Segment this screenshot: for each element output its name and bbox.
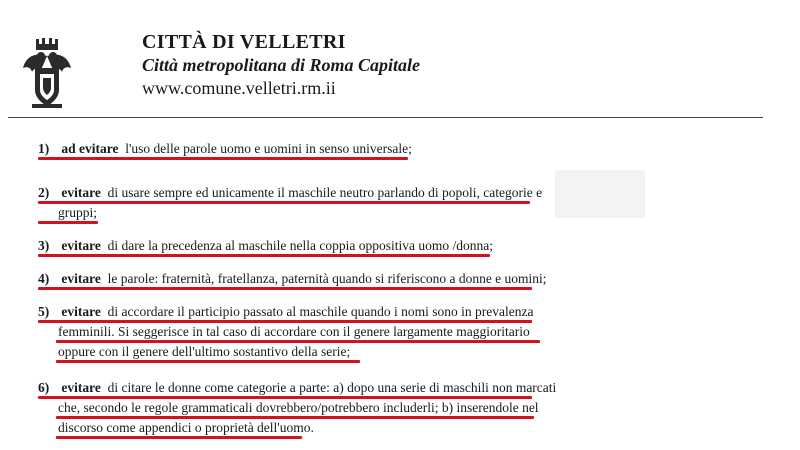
city-name: CITTÀ DI VELLETRI: [142, 31, 346, 53]
item-text-line: di usare sempre ed unicamente il maschile neutro parlando di popoli, categorie e: [104, 185, 543, 200]
red-underline: [56, 340, 540, 343]
item-text-line: femminili. Si seggerisce in tal caso di accordare con il genere largamente maggioritario: [58, 324, 530, 339]
red-underline: [38, 254, 490, 257]
red-underline: [38, 396, 532, 399]
red-underline: [38, 320, 532, 323]
item-text-line: che, secondo le regole grammaticali dovrebbero/potrebbero includerli; b) inserendole nel: [58, 400, 539, 415]
item-text-line: di accordare il participio passato al maschile quando i nomi sono in prevalenza: [104, 304, 534, 319]
item-number: 6): [38, 380, 50, 395]
item-text-line: discorso come appendici o proprietà dell'uomo.: [58, 420, 314, 435]
item-text-line: oppure con il genere dell'ultimo sostantivo della serie;: [58, 344, 351, 359]
city-website: www.comune.velletri.rm.ii: [142, 78, 336, 98]
item-number: 5): [38, 304, 50, 319]
item-number: 3): [38, 238, 50, 253]
city-subtitle: Città metropolitana di Roma Capitale: [142, 55, 421, 75]
item-number: 2): [38, 185, 50, 200]
red-underline: [56, 436, 302, 439]
item-text-line: gruppi;: [58, 205, 97, 220]
red-underline: [56, 360, 360, 363]
red-underline: [38, 157, 408, 160]
item-keyword: evitare: [61, 380, 101, 395]
red-underline: [38, 201, 530, 204]
red-underline: [38, 287, 532, 290]
item-keyword: evitare: [61, 304, 101, 319]
item-keyword: evitare: [61, 271, 101, 286]
item-text-line: di citare le donne come categorie a parte: a) dopo una serie di maschili non marcati: [104, 380, 557, 395]
item-number: 4): [38, 271, 50, 286]
red-underline: [38, 221, 98, 224]
red-underline: [56, 416, 534, 419]
item-keyword: ad evitare: [61, 141, 119, 156]
item-keyword: evitare: [61, 238, 101, 253]
item-text-line: le parole: fraternità, fratellanza, paternità quando si riferiscono a donne e uomini;: [104, 271, 547, 286]
item-number: 1): [38, 141, 50, 156]
item-text-line: di dare la precedenza al maschile nella coppia oppositiva uomo /donna;: [104, 238, 493, 253]
item-keyword: evitare: [61, 185, 101, 200]
item-text-line: l'uso delle parole uomo e uomini in senso universale;: [121, 141, 412, 156]
